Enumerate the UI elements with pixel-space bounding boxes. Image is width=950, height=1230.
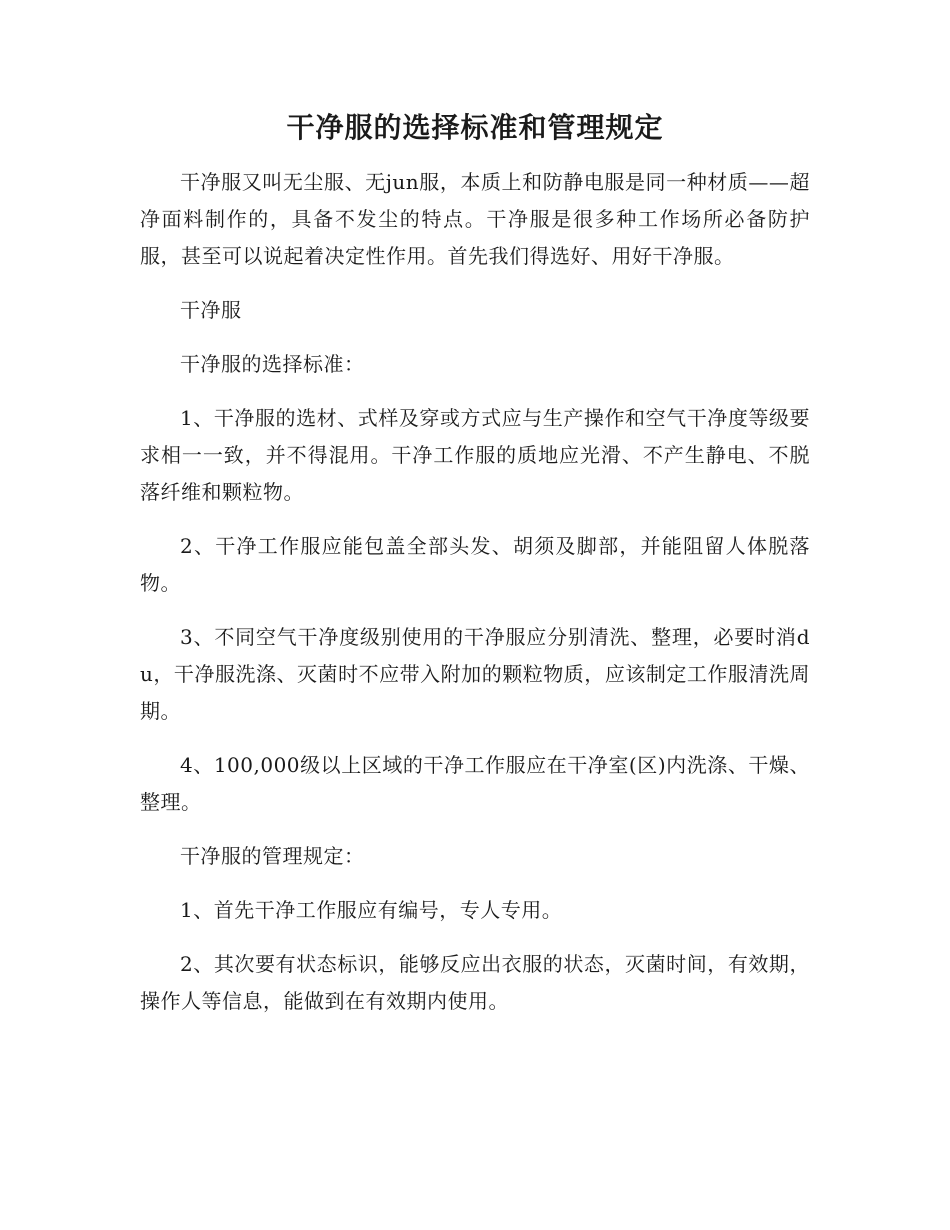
section-heading-management-rules: 干净服的管理规定： xyxy=(180,844,365,868)
selection-item-3: 3、不同空气干净度级别使用的干净服应分别清洗、整理，必要时消du，干净服洗涤、灭菌时不应带入附加的颗粒物质，应该制定工作服清洗周期。 xyxy=(140,625,810,723)
document-body xyxy=(140,164,810,1037)
selection-item-4: 4、100,000级以上区域的干净工作服应在干净室(区)内洗涤、干燥、整理。 xyxy=(140,753,810,814)
section-heading-selection-standard: 干净服的选择标准： xyxy=(180,352,365,376)
selection-item-2: 2、干净工作服应能包盖全部头发、胡须及脚部，并能阻留人体脱落物。 xyxy=(140,534,810,595)
selection-item-1: 1、干净服的选材、式样及穿或方式应与生产操作和空气干净度等级要求相一一致，并不得混用。干净工作服的质地应光滑、不产生静电、不脱落纤维和颗粒物。 xyxy=(140,406,810,504)
management-item-1: 1、首先干净工作服应有编号，专人专用。 xyxy=(180,898,563,922)
paragraph-heading-clean-suit: 干净服 xyxy=(180,298,242,322)
management-item-2: 2、其次要有状态标识，能够反应出衣服的状态，灭菌时间，有效期，操作人等信息，能做到在有效期内使用。 xyxy=(140,952,810,1013)
document-title: 干净服的选择标准和管理规定 xyxy=(286,111,664,144)
paragraph-intro: 干净服又叫无尘服、无jun服，本质上和防静电服是同一种材质——超净面料制作的，具备不发尘的特点。干净服是很多种工作场所必备防护服，甚至可以说起着决定性作用。首先我们得选好、用好干净服。 xyxy=(140,170,810,268)
